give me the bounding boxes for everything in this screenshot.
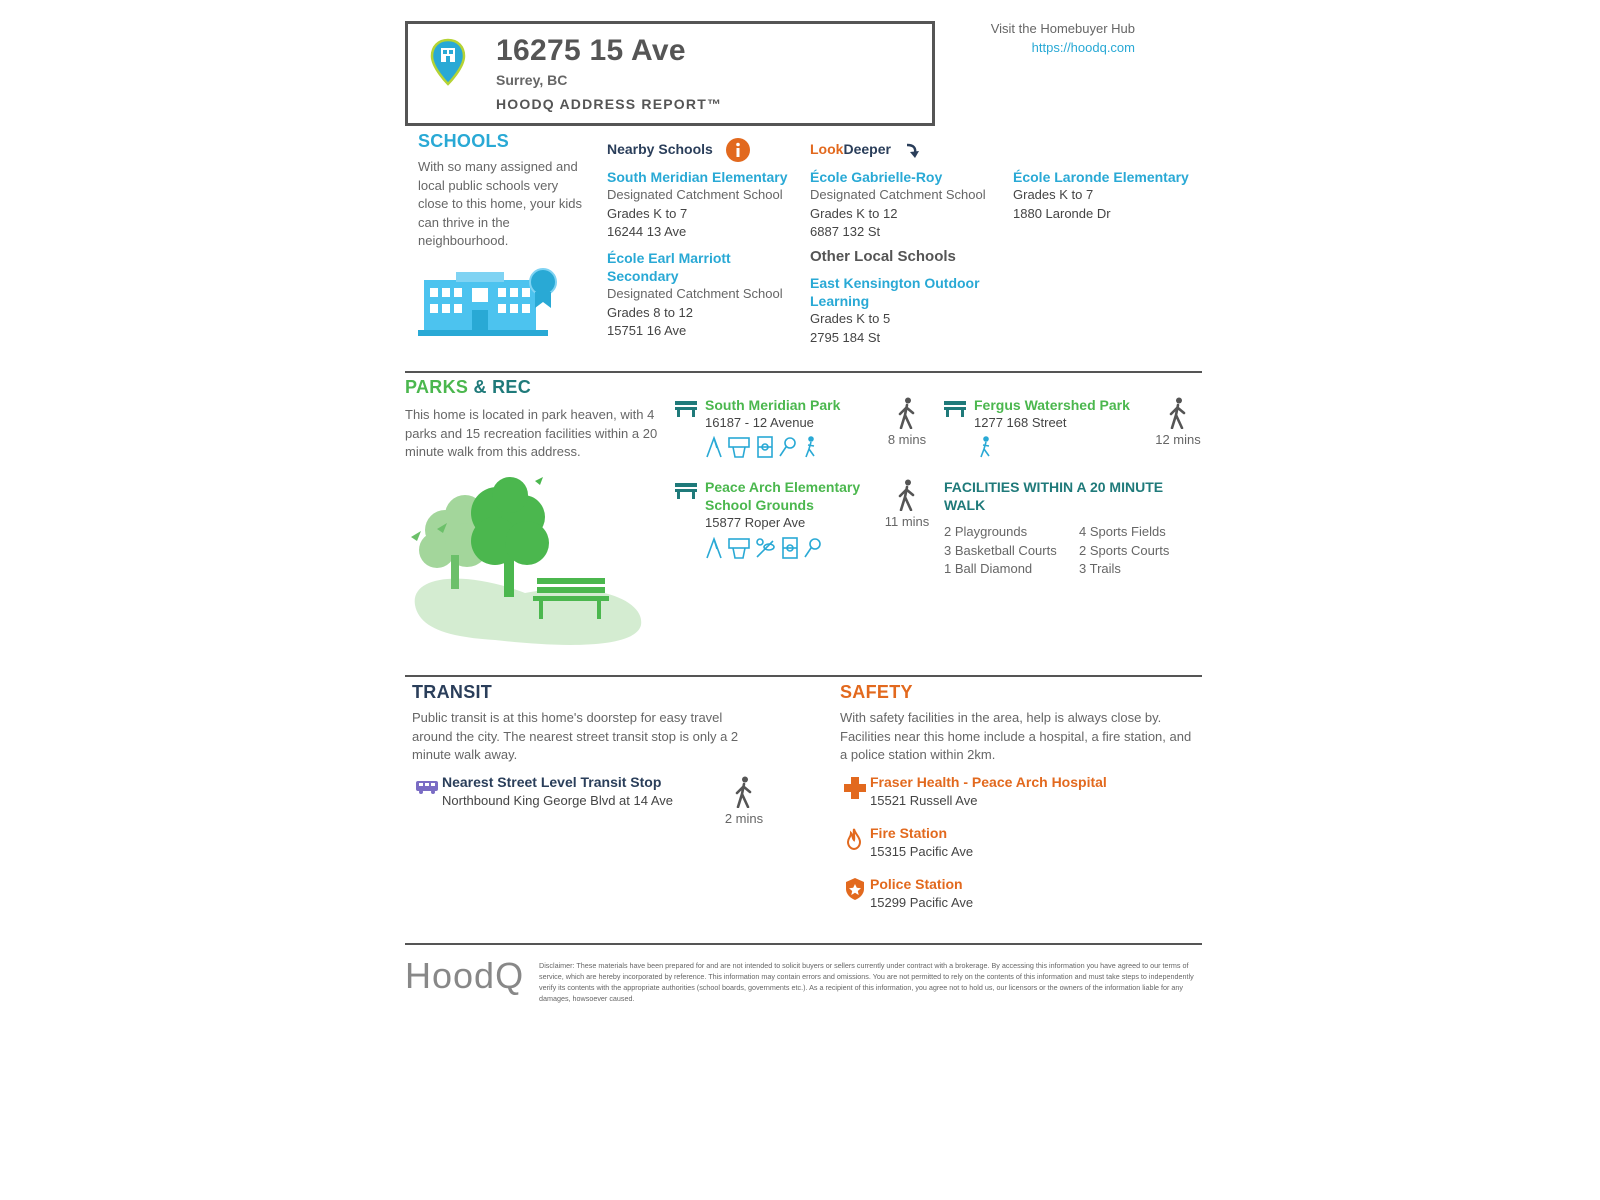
- arrow-down-right-icon: [904, 142, 920, 160]
- school-name[interactable]: East Kensington Outdoor Learning: [810, 275, 980, 309]
- parks-title-part: PARKS: [405, 377, 469, 397]
- hoodq-logo: HoodQ: [405, 955, 525, 996]
- walk-time: 2 mins: [724, 811, 764, 826]
- look-label: Look: [810, 141, 844, 157]
- police-badge-icon: [845, 878, 865, 900]
- school-address: 16244 13 Ave: [607, 224, 687, 239]
- facility-count: 3 Trails: [1079, 561, 1121, 576]
- school-name[interactable]: South Meridian Elementary: [607, 169, 788, 185]
- park-name[interactable]: South Meridian Park: [705, 397, 841, 413]
- homebuyer-hub-label: Visit the Homebuyer Hub: [990, 21, 1135, 36]
- schools-section-title: SCHOOLS: [418, 131, 510, 151]
- walking-person-icon: [734, 776, 754, 808]
- park-card: [705, 396, 875, 433]
- tennis-icon: [780, 438, 795, 456]
- parks-intro: This home is located in park heaven, with 4 parks and 15 recreation facilities within a 20 minute walk from this address.: [405, 407, 658, 459]
- park-name[interactable]: Peace Arch Elementary School Grounds: [705, 479, 861, 513]
- school-name[interactable]: École Gabrielle-Roy: [810, 169, 943, 185]
- safety-section-title: SAFETY: [840, 682, 913, 702]
- school-address: 2795 184 St: [810, 329, 881, 345]
- transit-intro: Public transit is at this home's doorstep for easy travel around the city. The nearest street transit stop is only a 2 minute walk away.: [412, 710, 739, 762]
- school-grades: Grades K to 7: [607, 205, 688, 221]
- park-bench-icon: [675, 401, 697, 417]
- school-type: Designated Catchment School: [810, 187, 986, 202]
- safety-card: [870, 774, 1190, 811]
- park-address: 1277 168 Street: [974, 415, 1067, 430]
- safety-name[interactable]: Police Station: [870, 876, 963, 892]
- sports-field-icon: [783, 538, 797, 558]
- transit-section-title: TRANSIT: [412, 682, 493, 702]
- school-type: Designated Catchment School: [607, 187, 783, 202]
- walk-time: 11 mins: [884, 514, 930, 529]
- fire-flame-icon: [846, 828, 862, 850]
- nearby-schools-heading: Nearby Schools: [607, 141, 713, 157]
- park-address: 15877 Roper Ave: [705, 515, 806, 530]
- parks-section-title: [405, 377, 531, 398]
- safety-card: [870, 876, 1190, 913]
- facility-count: 1 Ball Diamond: [944, 561, 1033, 576]
- school-card: [810, 274, 995, 347]
- safety-name[interactable]: Fraser Health - Peace Arch Hospital: [870, 774, 1107, 790]
- facility-count: 2 Playgrounds: [944, 524, 1028, 539]
- section-divider: [405, 371, 1202, 373]
- park-card: [974, 396, 1154, 433]
- school-address: 6887 132 St: [810, 224, 881, 239]
- park-name[interactable]: Fergus Watershed Park: [974, 397, 1130, 413]
- address-city: Surrey, BC: [496, 72, 568, 88]
- school-address: 1880 Laronde Dr: [1013, 205, 1111, 221]
- facility-icons-row: [705, 436, 835, 463]
- school-card: [607, 168, 797, 242]
- park-bench-icon: [675, 483, 697, 499]
- school-grades: Grades 8 to 12: [607, 304, 693, 320]
- school-card: [810, 168, 1005, 242]
- safety-address: 15315 Pacific Ave: [870, 844, 974, 859]
- transit-stop-address[interactable]: Northbound King George Blvd at 14 Ave: [442, 793, 674, 808]
- basketball-icon: [729, 438, 749, 457]
- facilities-list: [944, 523, 1204, 579]
- facilities-title: FACILITIES WITHIN A 20 MINUTE WALK: [944, 479, 1164, 513]
- playground-icon: [707, 438, 721, 457]
- park-trees-illustration: [405, 475, 645, 655]
- schools-intro: With so many assigned and local public schools very close to this home, your kids can thrive in the neighbourhood.: [418, 159, 583, 248]
- park-address: 16187 - 12 Avenue: [705, 415, 814, 430]
- address-title: 16275 15 Ave: [496, 34, 686, 67]
- transit-stop-card: [442, 774, 702, 811]
- school-address: 15751 16 Ave: [607, 323, 687, 338]
- safety-card: [870, 825, 1190, 862]
- ball-diamond-icon: [757, 539, 774, 557]
- walk-time: 12 mins: [1155, 432, 1201, 447]
- walking-person-icon: [897, 479, 917, 511]
- disclaimer-text: Disclaimer: These materials have been prepared for and are not intended to solicit buyers or sellers currently under contract with a brokerage. By accessing this information you have agreed to our terms of service, which are hereby incorporated by reference. This information may contain errors and omissions. You are not permitted to rely on the contents of this information and must take steps to independently verify its contents with the appropriate authorities (school boards, governments etc.). As a recipient of this information, you agree not to hold us, our licensors or the owners of the information liable for any damages, howsoever caused.: [539, 961, 1194, 1003]
- walking-person-icon: [897, 397, 917, 429]
- safety-intro: With safety facilities in the area, help is always close by. Facilities near this home include a hospital, a fire station, and a police station within 2km.: [840, 710, 1192, 762]
- basketball-icon: [729, 539, 749, 558]
- look-deeper-heading: [810, 141, 891, 157]
- other-local-schools-heading: Other Local Schools: [810, 248, 956, 265]
- safety-address: 15299 Pacific Ave: [870, 895, 974, 910]
- safety-name[interactable]: Fire Station: [870, 825, 948, 841]
- sports-field-icon: [758, 437, 772, 457]
- homebuyer-hub-link[interactable]: https://hoodq.com: [1031, 40, 1135, 55]
- facility-icons-row: [705, 537, 835, 564]
- trail-runner-icon: [978, 436, 998, 458]
- tennis-icon: [805, 539, 820, 557]
- safety-address: 15521 Russell Ave: [870, 793, 978, 808]
- school-building-icon: [418, 268, 560, 340]
- section-divider: [405, 943, 1202, 945]
- school-name[interactable]: École Earl Marriott Secondary: [607, 250, 731, 284]
- home-location-pin-icon: [430, 38, 466, 86]
- info-icon[interactable]: [725, 137, 751, 163]
- school-grades: Grades K to 5: [810, 311, 891, 326]
- school-card: [607, 249, 797, 341]
- school-grades: Grades K to 7: [1013, 187, 1094, 202]
- school-card: [1013, 168, 1208, 223]
- trail-runner-icon: [806, 437, 814, 457]
- bus-icon: [415, 780, 439, 794]
- facility-count: 2 Sports Courts: [1079, 542, 1170, 558]
- rec-title-part: & REC: [468, 377, 531, 397]
- school-name[interactable]: École Laronde Elementary: [1013, 169, 1189, 185]
- hospital-cross-icon: [844, 777, 866, 799]
- park-card: [705, 478, 875, 533]
- deeper-label: Deeper: [843, 141, 891, 157]
- walking-person-icon: [1168, 397, 1188, 429]
- facility-count: 3 Basketball Courts: [944, 542, 1057, 558]
- facility-count: 4 Sports Fields: [1079, 524, 1166, 539]
- school-type: Designated Catchment School: [607, 286, 783, 301]
- report-label: HOODQ ADDRESS REPORT™: [496, 96, 723, 112]
- walk-time: 8 mins: [887, 432, 927, 447]
- transit-stop-label: Nearest Street Level Transit Stop: [442, 774, 662, 790]
- school-grades: Grades K to 12: [810, 205, 898, 221]
- section-divider: [405, 675, 1202, 677]
- park-bench-icon: [944, 401, 966, 417]
- playground-icon: [707, 539, 721, 558]
